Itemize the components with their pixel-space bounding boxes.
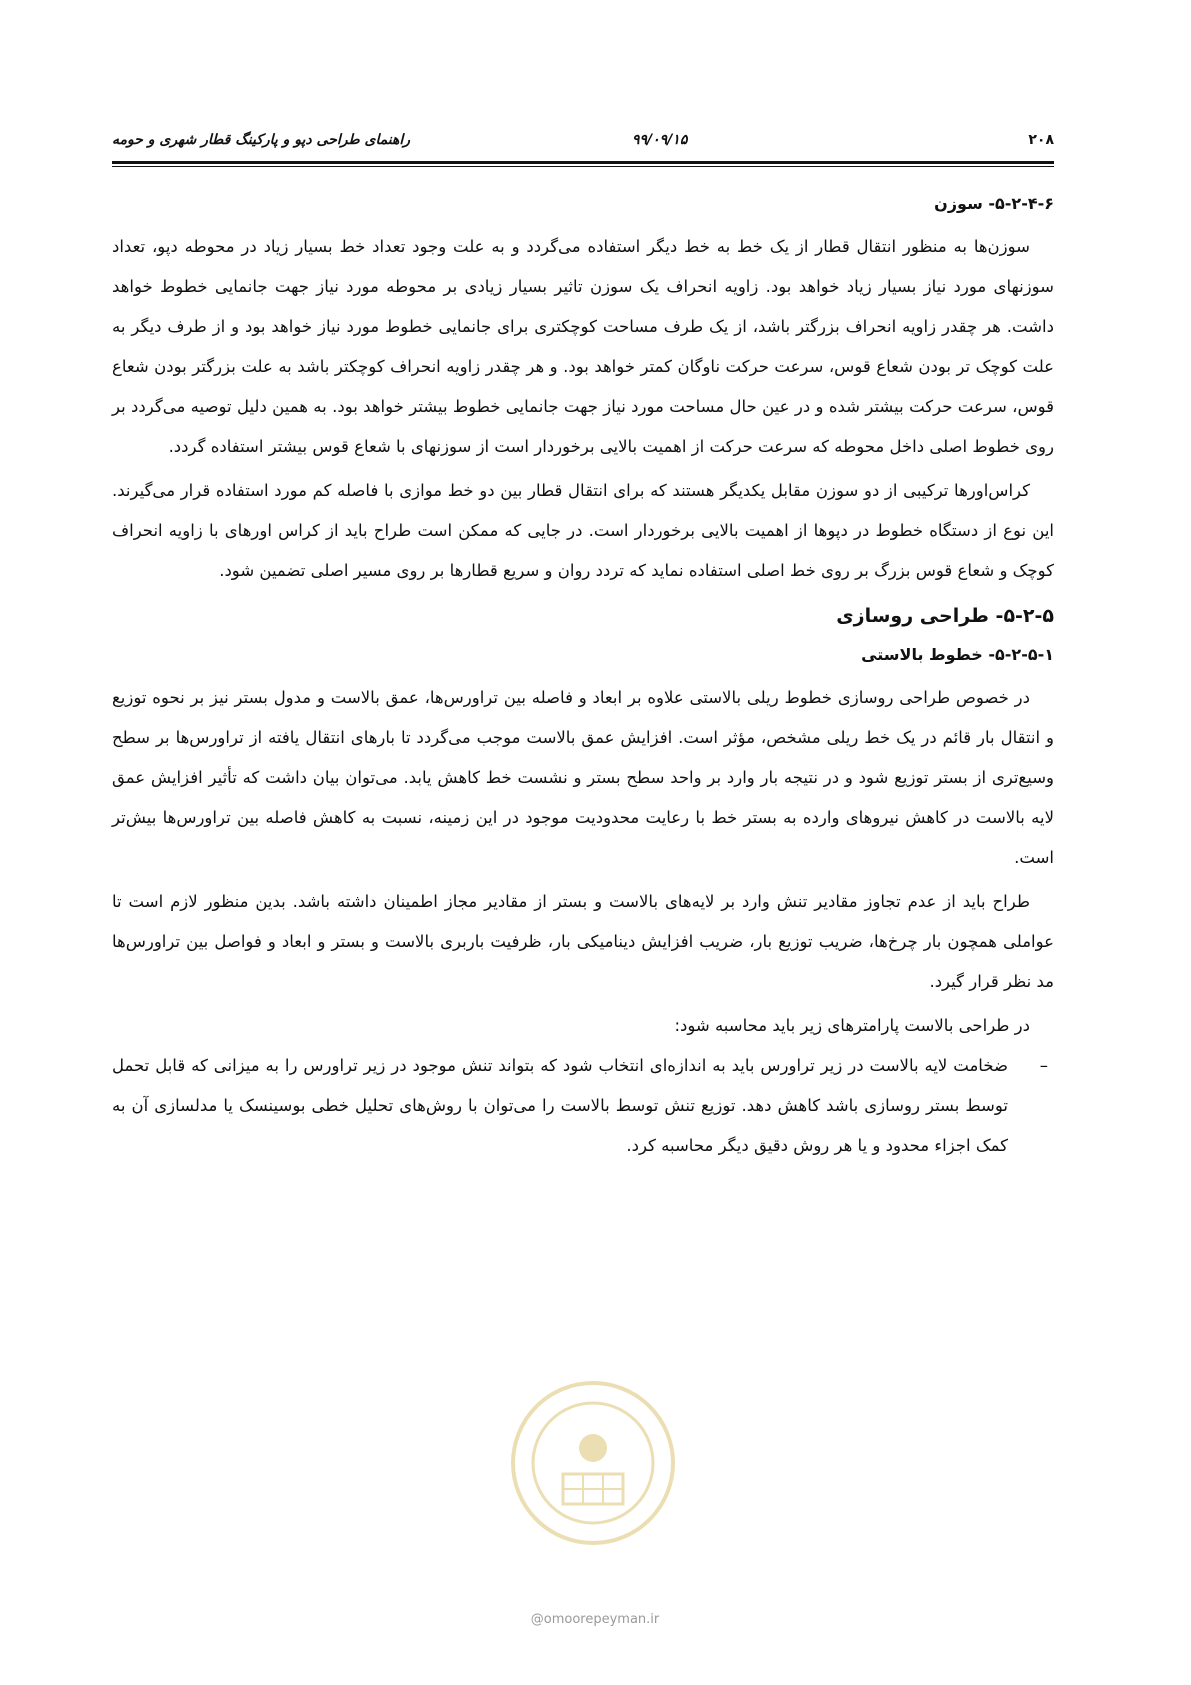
header-rule-thick <box>112 161 1054 164</box>
header-rule-thin <box>112 166 1054 167</box>
document-body <box>112 184 1054 1166</box>
bullet-dash: – <box>1039 1056 1048 1075</box>
header-date: ۹۹/۰۹/۱۵ <box>632 132 688 148</box>
page-number: ۲۰۸ <box>1028 132 1054 148</box>
watermark-url: @omoorepeyman.ir <box>530 1612 660 1627</box>
heading-ballast-track: ۵-۲-۵-۱- خطوط بالاستی <box>861 645 1054 664</box>
page-header <box>112 132 1054 154</box>
paragraph-ballast-2: طراح باید از عدم تجاوز مقادیر تنش وارد بر لایه‌های بالاست و بستر از مقادیر مجاز اطمینان داشته باشد. بدین منظور لازم است تا عواملی همچون بار چرخ‌ها، ضریب توزیع بار، ضریب افزایش دینامیکی بار، ظرفیت باربری بالاست و بستر و ابعاد و فواصل بین تراورس‌ها مد نظر قرار گیرد. <box>112 892 1054 991</box>
header-title: راهنمای طراحی دپو و پارکینگ قطار شهری و حومه <box>112 132 411 148</box>
watermark-outer-ring <box>513 1383 673 1543</box>
watermark-center-icon <box>579 1434 607 1462</box>
paragraph-switch-1: سوزن‌ها به منظور انتقال قطار از یک خط به خط دیگر استفاده می‌گردد و به علت وجود تعداد خط بسیار زیاد در محوطه دپو، تعداد سوزنهای مورد نیاز بسیار زیاد خواهد بود. زاویه انحراف یک سوزن تاثیر بسیار زیادی بر محوطه مورد نیاز جهت جانمایی خطوط خواهد داشت. هر چقدر زاویه انحراف بزرگتر باشد، از یک طرف مساحت کوچکتری برای جانمایی خطوط مورد نیاز خواهد بود و از طرف دیگر به علت کوچک تر بودن شعاع قوس، سرعت حرکت ناوگان کمتر خواهد بود. و هر چقدر زاویه انحراف کوچکتر باشد به علت بزرگتر بودن شعاع قوس، سرعت حرکت بیشتر شده و در عین حال مساحت مورد نیاز جهت جانمایی خطوط بیشتر خواهد بود. به همین دلیل توصیه می‌گردد بر روی خطوط اصلی داخل محوطه که سرعت حرکت از اهمیت بالایی برخوردار است از سوزنهای با شعاع قوس بیشتر استفاده گردد. <box>112 237 1054 456</box>
heading-track-design: ۵-۲-۵- طراحی روسازی <box>836 605 1054 627</box>
heading-switch: ۵-۲-۴-۶- سوزن <box>934 194 1054 213</box>
paragraph-switch-2: کراس‌اورها ترکیبی از دو سوزن مقابل یکدیگر هستند که برای انتقال قطار بین دو خط موازی با فاصله کم مورد استفاده قرار می‌گیرند. این نوع از دستگاه خطوط در دپوها از اهمیت بالایی برخوردار است. در جایی که ممکن است طراح باید از کراس اورهای با زاویه انحراف کوچک و شعاع قوس بزرگ بر روی خط اصلی استفاده نماید که تردد روان و سریع قطارها بر روی مسیر اصلی تضمین شود. <box>112 481 1054 580</box>
paragraph-ballast-3: در طراحی بالاست پارامترهای زیر باید محاسبه شود: <box>674 1016 1030 1035</box>
list-item-text: ضخامت لایه بالاست در زیر تراورس باید به اندازه‌ای انتخاب شود که بتواند تنش موجود در زیر تراورس را به میزانی که قابل تحمل توسط بستر روسازی باشد کاهش دهد. توزیع تنش توسط بالاست را می‌توان با روش‌های تحلیل خطی بوسینسک یا مدلسازی آن به کمک اجزاء محدود و یا هر روش دقیق دیگر محاسبه کرد. <box>112 1056 1008 1155</box>
watermark-logo <box>508 1378 678 1548</box>
paragraph-ballast-1: در خصوص طراحی روسازی خطوط ریلی بالاستی علاوه بر ابعاد و فاصله بین تراورس‌ها، عمق بالاست و مدول بستر نیز بر نحوه توزیع و انتقال بار قائم در یک خط ریلی مشخص، مؤثر است. افزایش عمق بالاست موجب می‌گردد تا بارهای انتقال یافته از تراورس‌ها بر سطح وسیع‌تری از بستر توزیع شود و در نتیجه بار وارد بر واحد سطح بستر و نشست خط کاهش یابد. می‌توان بیان داشت که تأثیر افزایش عمق لایه بالاست در کاهش نیروهای وارده به بستر خط با رعایت محدودیت موجود در این زمینه، نسبت به کاهش فاصله بین تراورس‌ها بیش‌تر است. <box>112 688 1054 867</box>
list-item <box>112 1046 1054 1166</box>
